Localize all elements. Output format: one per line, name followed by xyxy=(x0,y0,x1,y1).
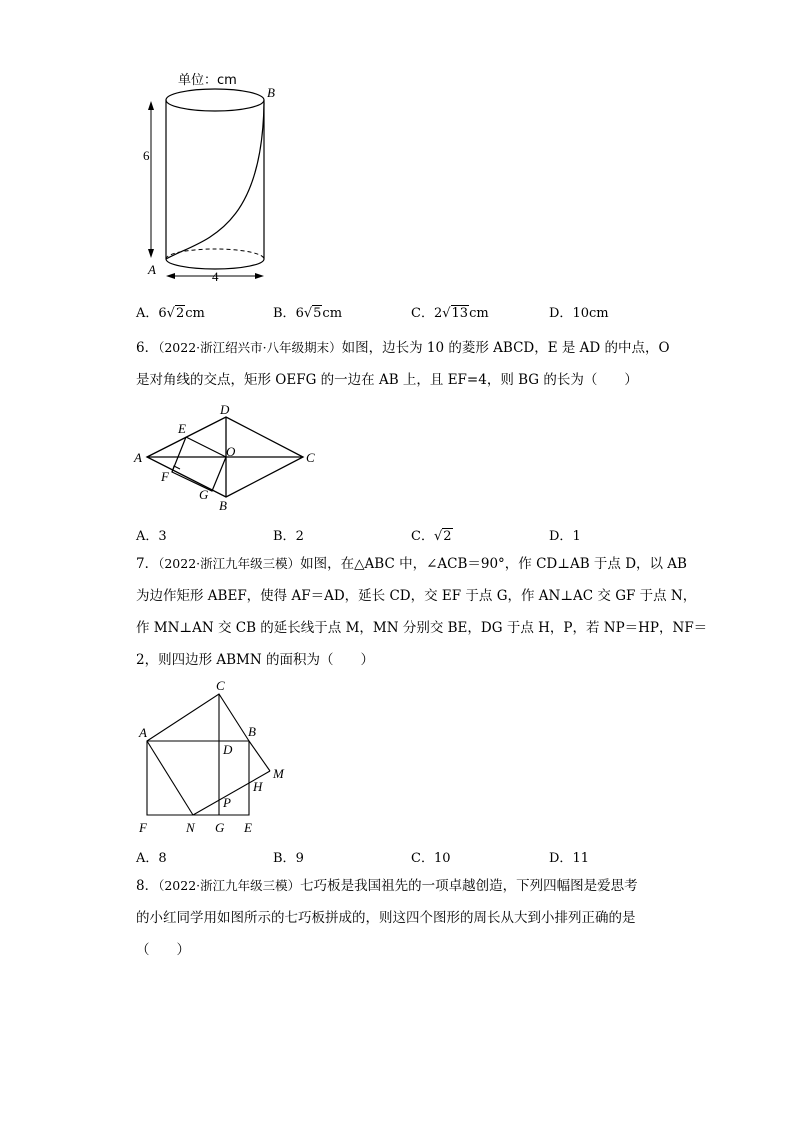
label-E: E xyxy=(244,820,252,835)
label-B: B xyxy=(248,724,256,739)
diameter-arrow-right xyxy=(255,273,264,279)
q8-line-2: 的小红同学用如图所示的七巧板拼成的，则这四个图形的周长从大到小排列正确的是 xyxy=(136,910,636,926)
point-B-label: B xyxy=(267,85,275,100)
label-N: N xyxy=(186,820,195,835)
q6-option-b: B．2 xyxy=(273,529,304,544)
segment-BM xyxy=(249,741,270,771)
triangle-ABC xyxy=(147,694,249,741)
label-D: D xyxy=(223,742,233,757)
segment-AN xyxy=(147,741,193,815)
label-F: F xyxy=(139,820,147,835)
q7-line-1: 7．（2022·浙江九年级三模）如图，在△ABC 中，∠ACB＝90°，作 CD⊥AB 于点 D，以 AB xyxy=(136,556,687,572)
q6-option-c: C．√2 xyxy=(411,529,452,544)
label-C: C xyxy=(216,678,225,693)
q7-option-c: C．10 xyxy=(411,851,451,866)
cylinder-top-ellipse xyxy=(166,89,264,111)
question-6 xyxy=(136,332,676,396)
diameter-arrow-left xyxy=(166,273,175,279)
q6-line-2: 是对角线的交点，矩形 OEFG 的一边在 AB 上，且 EF=4，则 BG 的长为（ ） xyxy=(136,372,638,388)
q5-option-d: D．10cm xyxy=(549,306,609,321)
label-A: A xyxy=(134,450,142,465)
q6-line-1: 6．（2022·浙江绍兴市·八年级期末）如图，边长为 10 的菱形 ABCD，E 是 AD 的中点，O xyxy=(136,340,670,356)
unit-label: 单位：cm xyxy=(178,73,237,88)
q5-option-a: A．6√2cm xyxy=(136,306,205,321)
label-H: H xyxy=(253,779,263,794)
cylinder-bottom-back xyxy=(166,249,264,259)
q8-line-3: （ ） xyxy=(136,942,190,958)
label-M: M xyxy=(273,766,284,781)
rhombus-figure xyxy=(132,400,322,516)
shortest-path-curve xyxy=(166,103,264,259)
q8-line-1: 8．（2022·浙江九年级三模）七巧板是我国祖先的一项卓越创造，下列四幅图是爱思考 xyxy=(136,878,638,894)
label-B: B xyxy=(219,498,227,513)
q7-option-a: A．8 xyxy=(136,851,167,866)
label-G: G xyxy=(199,487,209,502)
label-E: E xyxy=(178,421,186,436)
label-G: G xyxy=(215,820,225,835)
label-P: P xyxy=(223,795,231,810)
label-O: O xyxy=(226,444,236,459)
diameter-label: 4 xyxy=(212,269,219,284)
q7-option-b: B．9 xyxy=(273,851,304,866)
rectangle-ABEF xyxy=(147,741,249,815)
label-D: D xyxy=(220,402,230,417)
rectangle-figure xyxy=(132,676,292,836)
q7-line-2: 为边作矩形 ABEF，使得 AF＝AD，延长 CD，交 EF 于点 G，作 AN⊥AC 交 GF 于点 N， xyxy=(136,588,697,604)
question-8 xyxy=(136,870,676,966)
label-A: A xyxy=(139,725,147,740)
q5-option-c: C．2√13cm xyxy=(411,306,489,321)
point-A-label: A xyxy=(148,262,156,277)
height-label: 6 xyxy=(143,148,150,163)
height-arrow-top xyxy=(148,101,154,110)
q7-option-d: D．11 xyxy=(549,851,589,866)
label-C: C xyxy=(306,450,315,465)
label-F: F xyxy=(161,469,169,484)
q5-option-b: B．6√5cm xyxy=(273,306,343,321)
q7-line-4: 2，则四边形 ABMN 的面积为（ ） xyxy=(136,652,374,668)
q6-option-a: A．3 xyxy=(136,529,167,544)
cylinder-figure xyxy=(136,66,296,288)
height-arrow-bottom xyxy=(148,249,154,258)
q7-line-3: 作 MN⊥AN 交 CB 的延长线于点 M，MN 分别交 BE，DG 于点 H，P，若 NP＝HP，NF＝ xyxy=(136,620,708,636)
q6-option-d: D．1 xyxy=(549,529,581,544)
cylinder-bottom-front xyxy=(166,259,264,269)
question-7 xyxy=(136,548,708,676)
